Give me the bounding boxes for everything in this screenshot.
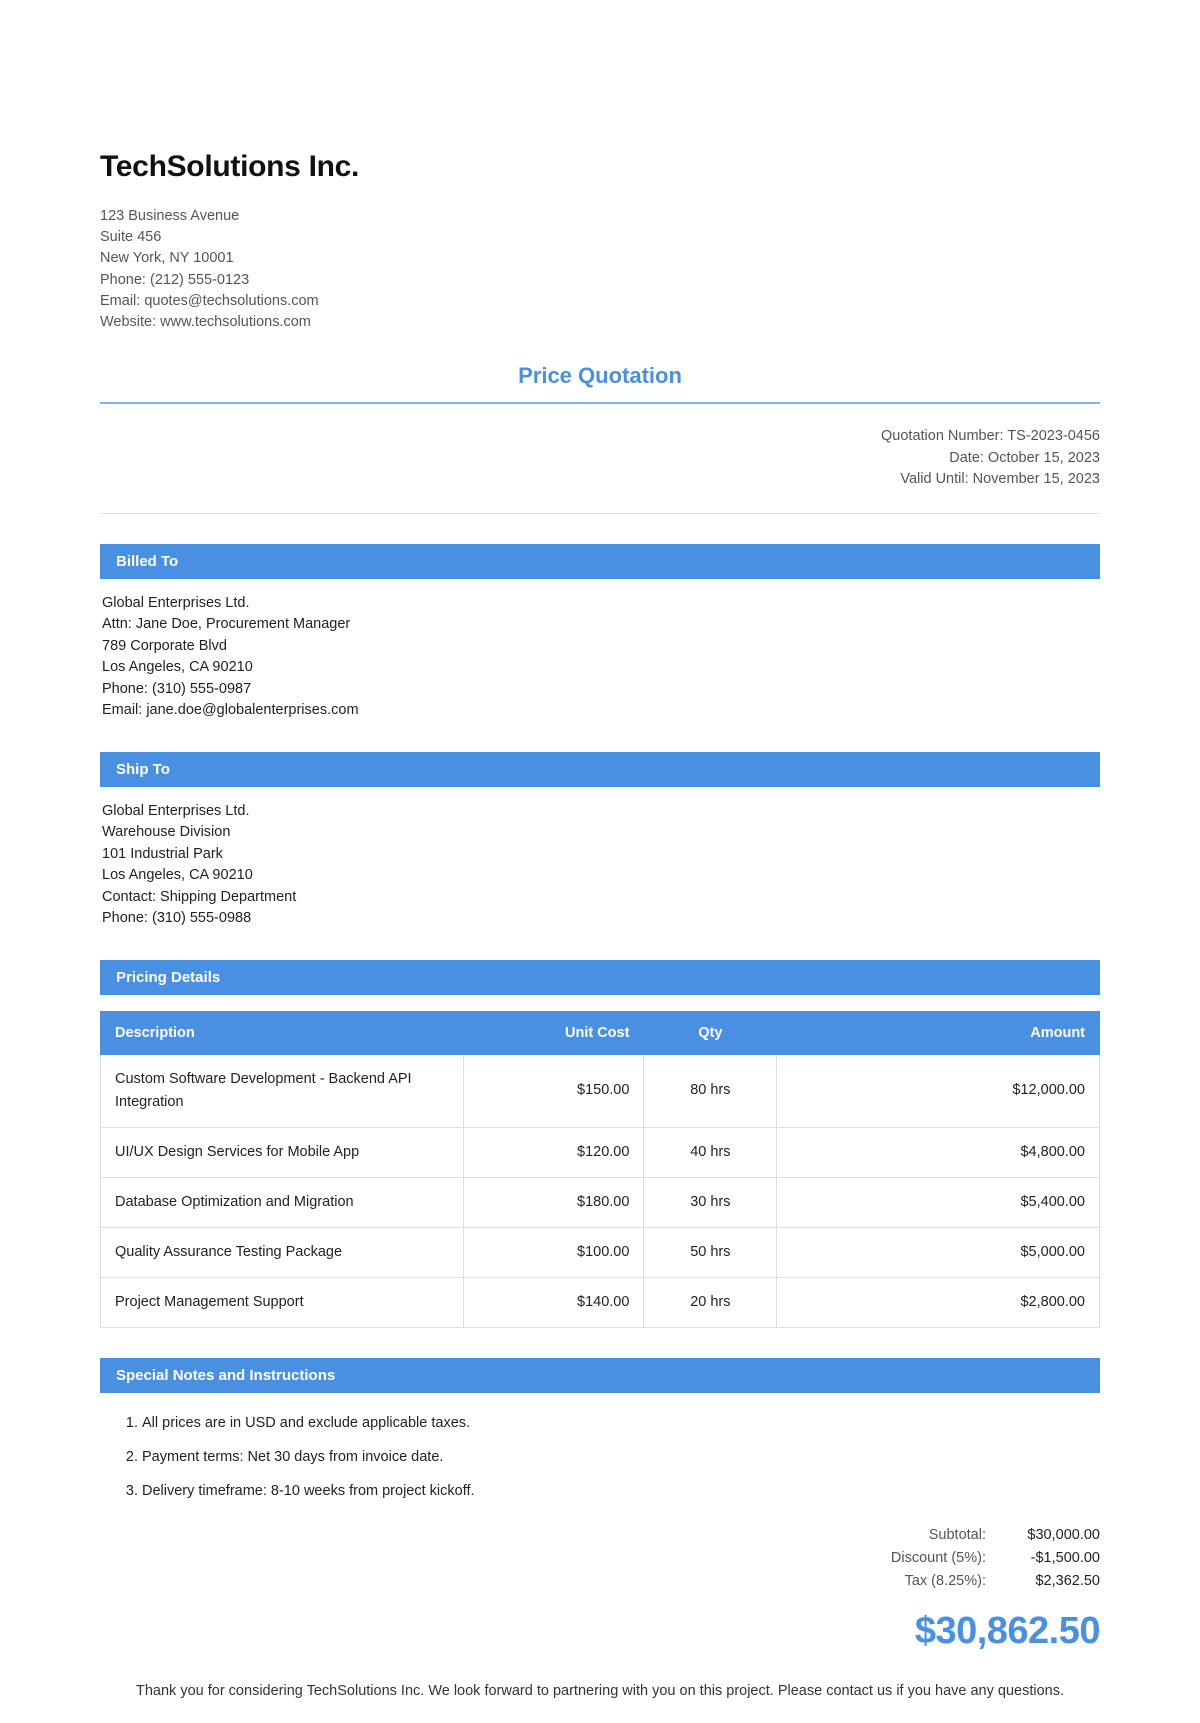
row-description: UI/UX Design Services for Mobile App: [101, 1127, 464, 1177]
table-row: [101, 1277, 1100, 1327]
discount-label: Discount (5%):: [890, 1549, 986, 1566]
company-address-line: Suite 456: [100, 229, 162, 246]
ship-to-line: 101 Industrial Park: [102, 845, 223, 862]
company-address: [100, 206, 1100, 333]
totals-row-discount: [840, 1550, 1100, 1566]
pricing-details-heading: Pricing Details: [100, 960, 1100, 995]
column-header-description: Description: [101, 1011, 464, 1054]
special-notes-heading: Special Notes and Instructions: [100, 1358, 1100, 1393]
subtotal-label: Subtotal:: [928, 1526, 986, 1543]
row-amount: $5,000.00: [777, 1227, 1100, 1277]
company-email: Email: quotes@techsolutions.com: [100, 292, 319, 309]
meta-divider: [100, 513, 1100, 514]
row-unit-cost: $120.00: [463, 1127, 644, 1177]
row-description: Quality Assurance Testing Package: [101, 1227, 464, 1277]
row-amount: $4,800.00: [777, 1127, 1100, 1177]
note-item: 2. Payment terms: Net 30 days from invoice date.: [142, 1447, 1100, 1467]
company-phone: Phone: (212) 555-0123: [100, 271, 250, 288]
ship-to-contact: Contact: Shipping Department: [102, 888, 297, 905]
row-description: Project Management Support: [101, 1277, 464, 1327]
column-header-qty: Qty: [644, 1011, 777, 1054]
row-qty: 20 hrs: [644, 1277, 777, 1327]
row-qty: 80 hrs: [644, 1054, 777, 1127]
row-amount: $2,800.00: [777, 1277, 1100, 1327]
table-header-row: [101, 1011, 1100, 1054]
special-notes-list: [100, 1413, 1100, 1501]
column-header-amount: Amount: [777, 1011, 1100, 1054]
title-divider: [100, 402, 1100, 404]
discount-value: -$1,500.00: [1030, 1549, 1100, 1566]
row-unit-cost: $150.00: [463, 1054, 644, 1127]
ship-to-line: Warehouse Division: [102, 824, 231, 841]
column-header-unit-cost: Unit Cost: [463, 1011, 644, 1054]
quotation-number: Quotation Number: TS-2023-0456: [881, 428, 1100, 445]
table-row: [101, 1177, 1100, 1227]
ship-to-line: Global Enterprises Ltd.: [102, 802, 250, 819]
billed-to-line: Los Angeles, CA 90210: [102, 659, 253, 676]
note-item: 1. All prices are in USD and exclude applicable taxes.: [142, 1413, 1100, 1433]
totals-block: [100, 1527, 1100, 1653]
row-qty: 40 hrs: [644, 1127, 777, 1177]
row-qty: 30 hrs: [644, 1177, 777, 1227]
row-unit-cost: $100.00: [463, 1227, 644, 1277]
totals-row-tax: [840, 1573, 1100, 1589]
ship-to-body: [100, 787, 1100, 930]
table-row: [101, 1227, 1100, 1277]
company-address-line: New York, NY 10001: [100, 250, 234, 267]
grand-total-value: $30,862.50: [914, 1609, 1100, 1652]
document-title: Price Quotation: [518, 363, 682, 389]
tax-label: Tax (8.25%):: [904, 1572, 986, 1589]
row-qty: 50 hrs: [644, 1227, 777, 1277]
billed-to-line: Global Enterprises Ltd.: [102, 594, 250, 611]
pricing-table: [100, 1011, 1100, 1328]
company-address-line: 123 Business Avenue: [100, 208, 240, 224]
quotation-date: Date: October 15, 2023: [949, 449, 1100, 466]
billed-to-heading: Billed To: [100, 544, 1100, 579]
row-amount: $12,000.00: [777, 1054, 1100, 1127]
note-item: 3. Delivery timeframe: 8-10 weeks from project kickoff.: [142, 1481, 1100, 1501]
ship-to-phone: Phone: (310) 555-0988: [102, 910, 252, 927]
table-row: [101, 1127, 1100, 1177]
row-description: Database Optimization and Migration: [101, 1177, 464, 1227]
subtotal-value: $30,000.00: [1027, 1526, 1100, 1543]
totals-row-subtotal: [840, 1527, 1100, 1543]
quotation-meta: [100, 426, 1100, 491]
company-website: Website: www.techsolutions.com: [100, 314, 311, 331]
footer-message: Thank you for considering TechSolutions Inc. We look forward to partnering with you on this project. Please contact us if you have any questions.: [136, 1682, 1064, 1699]
row-unit-cost: $140.00: [463, 1277, 644, 1327]
tax-value: $2,362.50: [1035, 1572, 1100, 1589]
ship-to-line: Los Angeles, CA 90210: [102, 867, 253, 884]
row-description: Custom Software Development - Backend API Integration: [101, 1054, 464, 1127]
row-amount: $5,400.00: [777, 1177, 1100, 1227]
company-name: TechSolutions Inc.: [100, 150, 360, 183]
billed-to-email: Email: jane.doe@globalenterprises.com: [102, 702, 359, 719]
billed-to-line: Attn: Jane Doe, Procurement Manager: [102, 616, 351, 633]
billed-to-line: 789 Corporate Blvd: [102, 637, 227, 654]
billed-to-phone: Phone: (310) 555-0987: [102, 680, 252, 697]
row-unit-cost: $180.00: [463, 1177, 644, 1227]
billed-to-body: [100, 579, 1100, 722]
ship-to-heading: Ship To: [100, 752, 1100, 787]
table-row: [101, 1054, 1100, 1127]
quotation-valid-until: Valid Until: November 15, 2023: [900, 471, 1100, 488]
